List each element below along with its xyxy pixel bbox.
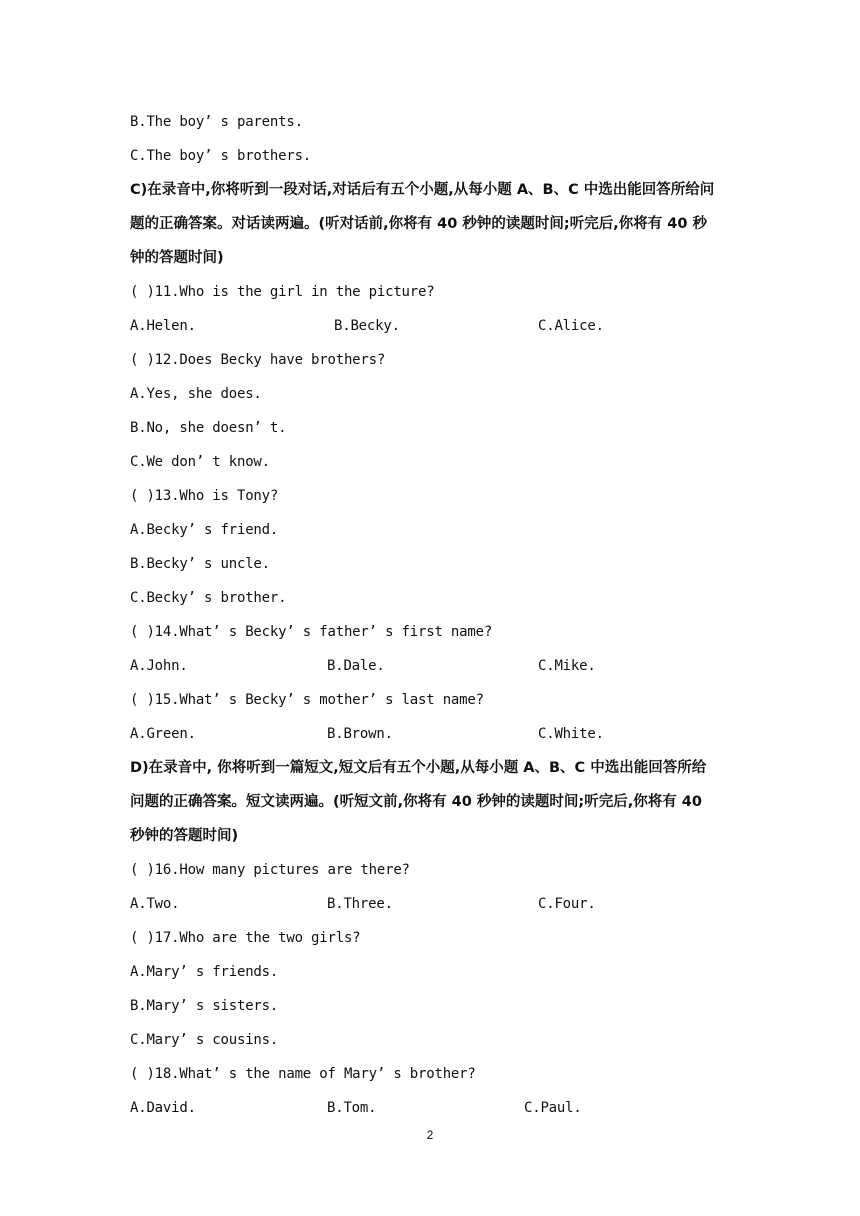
question-13: ( )13.Who is Tony? xyxy=(130,488,279,504)
option-c: C.White. xyxy=(538,726,604,742)
option-b: B.Brown. xyxy=(327,726,393,742)
page-content xyxy=(130,110,740,1130)
option-c: C.Mary’ s cousins. xyxy=(130,1032,279,1048)
question-15-options xyxy=(130,722,740,756)
option-b: B.Three. xyxy=(327,896,393,912)
option-c: C.Four. xyxy=(538,896,596,912)
option-a: A.Mary’ s friends. xyxy=(130,964,279,980)
question-18: ( )18.What’ s the name of Mary’ s brother? xyxy=(130,1066,476,1082)
option-a: A.David. xyxy=(130,1100,196,1116)
option-b: B.Mary’ s sisters. xyxy=(130,998,279,1014)
option-a: A.Becky’ s friend. xyxy=(130,522,279,538)
option-a: A.Green. xyxy=(130,726,196,742)
question-14-options xyxy=(130,654,740,688)
section-c-instructions: C)在录音中,你将听到一段对话,对话后有五个小题,从每小题 A、B、C 中选出能回答所给问 xyxy=(130,182,715,198)
option-c: C.Becky’ s brother. xyxy=(130,590,287,606)
section-d-instructions: D)在录音中, 你将听到一篇短文,短文后有五个小题,从每小题 A、B、C 中选出能回答所给 xyxy=(130,760,707,776)
option-line: C.The boy’ s brothers. xyxy=(130,148,312,164)
option-b: B.Dale. xyxy=(327,658,385,674)
option-b: B.Becky. xyxy=(334,318,400,334)
question-14: ( )14.What’ s Becky’ s father’ s first name? xyxy=(130,624,493,640)
question-11-options xyxy=(130,314,740,348)
option-b: B.No, she doesn’ t. xyxy=(130,420,287,436)
option-b: B.Becky’ s uncle. xyxy=(130,556,270,572)
question-12: ( )12.Does Becky have brothers? xyxy=(130,352,386,368)
option-line: B.The boy’ s parents. xyxy=(130,114,303,130)
question-16: ( )16.How many pictures are there? xyxy=(130,862,410,878)
option-a: A.Yes, she does. xyxy=(130,386,262,402)
question-16-options xyxy=(130,892,740,926)
option-c: C.Alice. xyxy=(538,318,604,334)
option-b: B.Tom. xyxy=(327,1100,377,1116)
option-c: C.Paul. xyxy=(524,1100,582,1116)
option-a: A.John. xyxy=(130,658,188,674)
section-d-instructions: 秒钟的答题时间) xyxy=(130,828,239,844)
question-11: ( )11.Who is the girl in the picture? xyxy=(130,284,435,300)
question-18-options xyxy=(130,1096,740,1130)
question-15: ( )15.What’ s Becky’ s mother’ s last name? xyxy=(130,692,484,708)
section-d-instructions: 问题的正确答案。短文读两遍。(听短文前,你将有 40 秒钟的读题时间;听完后,你将有 40 xyxy=(130,794,702,810)
option-c: C.We don’ t know. xyxy=(130,454,270,470)
section-c-instructions: 钟的答题时间) xyxy=(130,250,224,266)
option-c: C.Mike. xyxy=(538,658,596,674)
option-a: A.Helen. xyxy=(130,318,196,334)
question-17: ( )17.Who are the two girls? xyxy=(130,930,361,946)
option-a: A.Two. xyxy=(130,896,180,912)
page-number: 2 xyxy=(426,1128,434,1142)
section-c-instructions: 题的正确答案。对话读两遍。(听对话前,你将有 40 秒钟的读题时间;听完后,你将有 40 秒 xyxy=(130,216,707,232)
